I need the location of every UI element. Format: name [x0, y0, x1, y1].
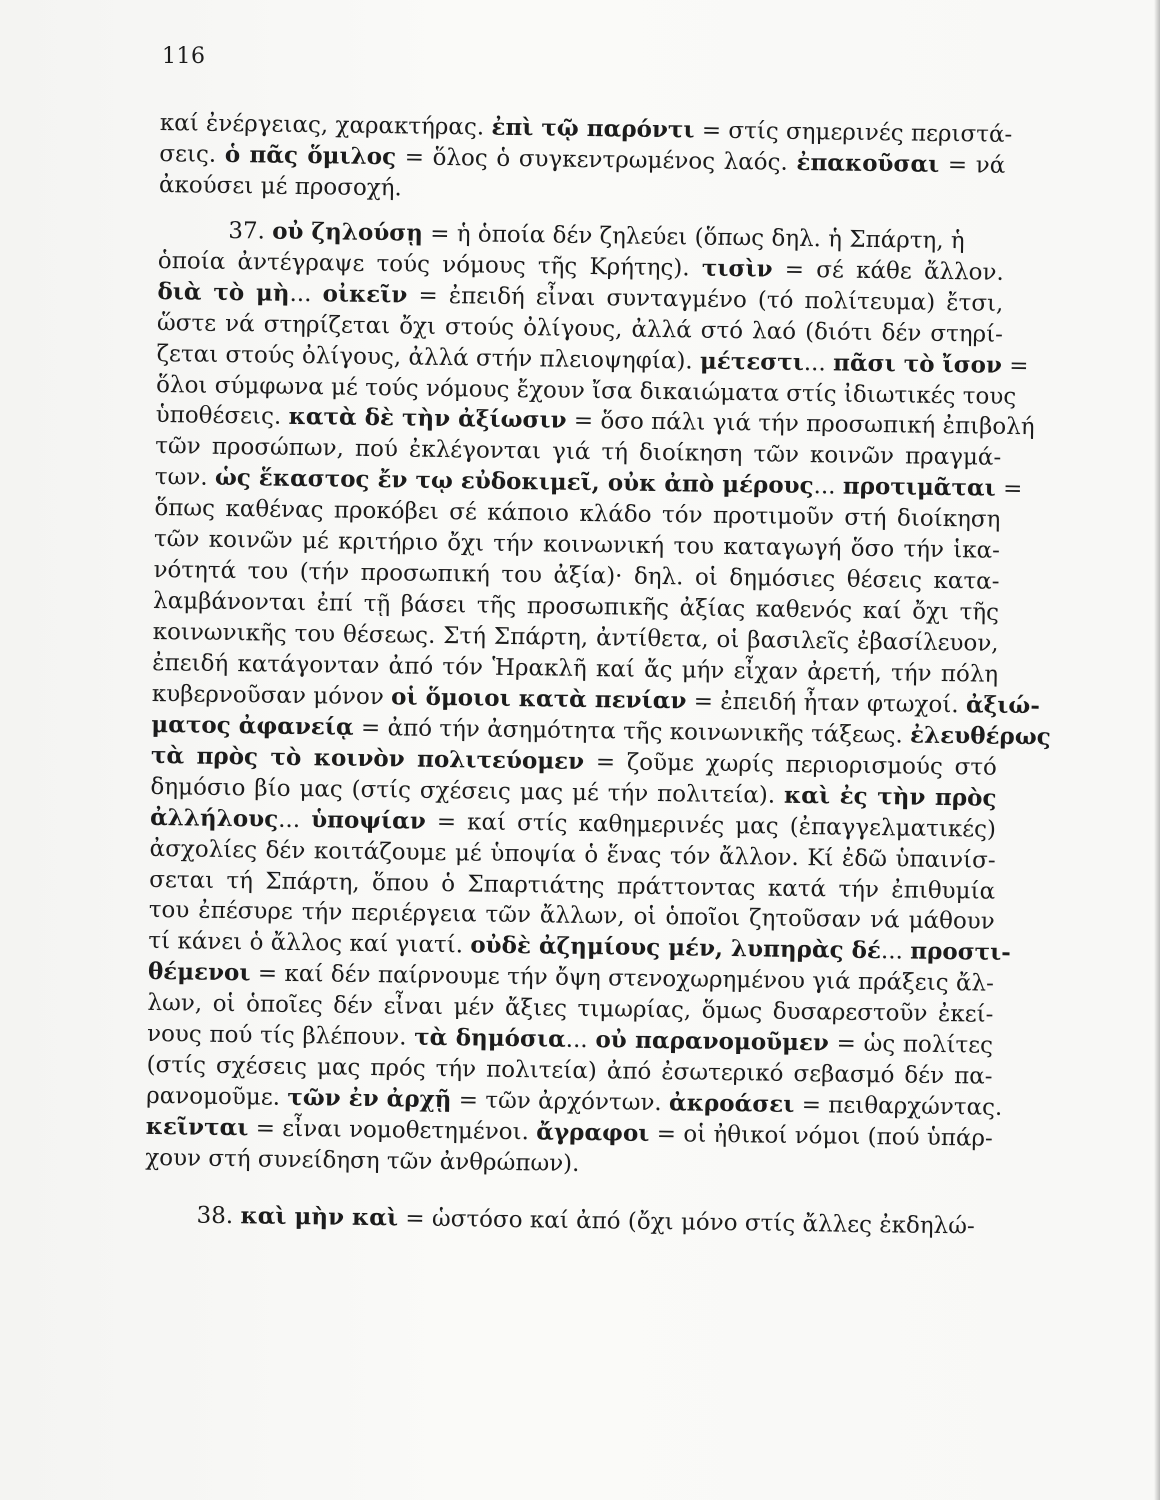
text-segment: νους πού τίς βλέπουν. [146, 1021, 415, 1051]
text-segment: = ὅσο πάλι γιά τήν προσωπική ἐπιβολή [566, 408, 1035, 441]
text-segment: των. [154, 464, 216, 492]
text-segment: = ἐπειδή ἦταν φτωχοί. [686, 688, 967, 719]
bold-term: ἐπὶ τῷ παρόντι [491, 113, 695, 144]
bold-term: ἀκροάσει [668, 1089, 795, 1119]
bold-term: τὰ δημόσια [414, 1023, 566, 1053]
text-segment: σεται τή Σπάρτη, ὅπου ὁ Σπαρτιάτης πράττοντας κατά τήν ἐπιθυμία [149, 866, 996, 905]
bold-term: τῶν ἐν ἀρχῇ [287, 1083, 452, 1114]
bold-term: οὐδὲ ἀζημίους μέν, λυπηρὰς δέ [470, 931, 882, 965]
bold-term: ὡς ἕκαστος ἔν τῳ εὐδοκιμεῖ, οὐκ ἀπὸ μέρους [214, 464, 814, 500]
text-segment: τί κάνει ὁ ἄλλος καί γιατί. [148, 928, 471, 959]
bold-term: ἄγραφοι [536, 1118, 650, 1147]
bold-term: οὐ ζηλούσῃ [271, 217, 424, 247]
bold-term: οἱ ὅμοιοι κατὰ πενίαν [390, 683, 687, 715]
page-number: 116 [162, 44, 206, 69]
text-segment: = ὅλος ὁ συγκεντρωμένος λαός. [395, 144, 797, 176]
text-segment: = καί στίς καθημερινές μας (ἐπαγγελματικές) [425, 808, 997, 843]
text-segment: ἀκούσει μέ προσοχή. [158, 171, 403, 202]
text-segment: σεις. [159, 140, 225, 168]
text-segment: κοινωνικῆς του θέσεως. Στή Σπάρτη, ἀντίθετα, οἱ βασιλεῖς ἐβασίλευον, [152, 618, 999, 657]
bold-term: πᾶσι τὸ ἴσον [832, 348, 1003, 379]
bold-term: ἀξιώ- [965, 691, 1041, 720]
bold-term: καὶ μὴν καὶ [240, 1202, 399, 1232]
text-segment: δημόσιο βίο μας (στίς σχέσεις μας μέ τήν πολιτεία). [150, 773, 785, 809]
text-segment: = ἐπειδή εἶναι συνταγμένο (τό πολίτευμα) ἔτσι, [407, 282, 1004, 317]
text-segment: = [995, 476, 1023, 503]
bold-term: προτιμᾶται [842, 472, 996, 503]
bold-term: καὶ ἐς τὴν πρὸς [783, 781, 997, 812]
text-line [144, 1200, 990, 1243]
text-segment: ... [565, 1026, 596, 1054]
text-segment: ... [289, 280, 323, 307]
text-segment: καί ἐνέργειας, χαρακτήρας. [159, 109, 492, 141]
text-segment: ... [278, 806, 312, 833]
text-segment: = καί δέν παίρνουμε τήν ὄψη στενοχωρημένου γιά πράξεις ἄλ- [250, 960, 995, 998]
text-segment: ὅπως καθένας προκόβει σέ κάποιο κλάδο τόν προτιμοῦν στή διοίκηση [154, 495, 1001, 534]
bold-term: ὁ πᾶς ὅμιλος [224, 140, 397, 171]
text-segment: ὥστε νά στηρίζεται ὄχι στούς ὀλίγους, ἀλλά στό λαό (διότι δέν στηρί- [156, 309, 1004, 348]
text-segment: = ἡ ὁποία δέν ζηλεύει (ὅπως δηλ. ἡ Σπάρτη, ἡ [422, 220, 965, 255]
text-segment: ... [880, 938, 911, 965]
bold-term: διὰ τὸ μὴ [157, 277, 290, 307]
text-segment: κυβερνοῦσαν μόνον [151, 680, 392, 711]
text-segment: = σέ κάθε ἄλλον. [772, 256, 1004, 286]
bold-term: ματος ἀφανείᾳ [151, 710, 354, 741]
bold-term: κεῖνται [145, 1112, 249, 1142]
text-segment: τῶν κοινῶν μέ κριτήριο ὄχι τήν κοινωνική του καταγωγή ὅσο τήν ἱκα- [153, 526, 1001, 564]
text-segment: χουν στή συνείδηση τῶν ἀνθρώπων). [145, 1144, 580, 1177]
text-segment: ὑποθέσεις. [155, 402, 289, 431]
text-segment: ἐπειδή κατάγονταν ἀπό τόν Ἡρακλῆ καί ἄς μήν εἶχαν ἀρετή, τήν πόλη [152, 649, 999, 688]
bold-term: οἰκεῖν [322, 279, 408, 309]
text-segment: νότητά του (τήν προσωπική του ἀξία)· δηλ. οἱ δημόσιες θέσεις κατα- [153, 557, 1000, 595]
text-segment: = [1001, 352, 1029, 379]
text-segment: = ὡς πολίτες [828, 1030, 994, 1059]
text-segment: τῶν προσώπων, πού ἐκλέγονται γιά τή διοίκηση τῶν κοινῶν πραγμά- [155, 433, 1002, 472]
text-segment: 37. [228, 217, 273, 245]
text-segment: = οἱ ἠθικοί νόμοι (πού ὑπάρ- [649, 1120, 993, 1152]
bold-term: θέμενοι [147, 958, 251, 987]
text-segment: λων, οἱ ὁποῖες δέν εἶναι μέν ἄξιες τιμωρίας, ὅμως δυσαρεστοῦν ἐκεί- [147, 990, 994, 1028]
bold-term: ὑποψίαν [311, 805, 426, 835]
text-segment: ἀσχολίες δέν κοιτάζουμε μέ ὑποψία ὁ ἕνας τόν ἄλλον. Κί ἐδῶ ὑπαινίσ- [149, 835, 996, 874]
text-segment: ... [813, 473, 844, 500]
text-segment: ὅλοι σύμφωνα μέ τούς νόμους ἔχουν ἴσα δικαιώματα στίς ἰδιωτικές τους [155, 371, 1017, 410]
bold-term: ἐπακοῦσαι [796, 148, 940, 178]
page-edge-shadow [1154, 0, 1160, 1500]
text-segment: (στίς σχέσεις μας πρός τήν πολιτεία) ἀπό ἐσωτερικό σεβασμό δέν πα- [146, 1052, 993, 1090]
text-segment: = ἀπό τήν ἀσημότητα τῆς κοινωνικῆς τάξεως. [353, 714, 911, 749]
bold-term: ἐλευθέρως [909, 721, 1051, 751]
bold-term: οὐ παρανομοῦμεν [595, 1026, 830, 1057]
text-segment: λαμβάνονται ἐπί τῇ βάσει τῆς προσωπικῆς ἀξίας καθενός καί ὄχι τῆς [152, 588, 1000, 626]
bold-term: τισὶν [701, 254, 773, 283]
text-segment: ... [803, 349, 834, 376]
bold-term: μέτεστι [699, 347, 805, 376]
text-segment: ζεται στούς ὀλίγους, ἀλλά στήν πλειοψηφία). [156, 340, 701, 375]
text-segment: ὁποία ἀντέγραψε τούς νόμους τῆς Κρήτης). [157, 247, 703, 282]
bold-term: ἀλλήλους [149, 803, 279, 833]
bold-term: κατὰ δὲ τὴν ἀξίωσιν [288, 403, 567, 435]
text-segment: = τῶν ἀρχόντων. [451, 1087, 670, 1117]
text-segment: = ὡστόσο καί ἀπό (ὄχι μόνο στίς ἄλλες ἐκδηλώ- [397, 1205, 975, 1240]
text-segment: 38. [196, 1202, 241, 1230]
text-segment: = ζοῦμε χωρίς περιορισμούς στό [583, 748, 998, 781]
bold-term: τὰ πρὸς τὸ κοινὸν πολιτεύομεν [150, 741, 585, 775]
text-segment: = πειθαρχώντας. [794, 1092, 1003, 1121]
text-segment: του ἐπέσυρε τήν περιέργεια τῶν ἄλλων, οἱ ὁποῖοι ζητοῦσαν νά μάθουν [148, 897, 995, 936]
text-segment: = νά [939, 151, 1006, 179]
text-segment: ρανομοῦμε. [146, 1082, 288, 1111]
text-segment: = εἶναι νομοθετημένοι. [248, 1115, 537, 1146]
commentary-text [144, 108, 1051, 1243]
bold-term: προστι- [910, 937, 1012, 967]
text-segment: = στίς σημερινές περιστά- [694, 117, 1013, 148]
